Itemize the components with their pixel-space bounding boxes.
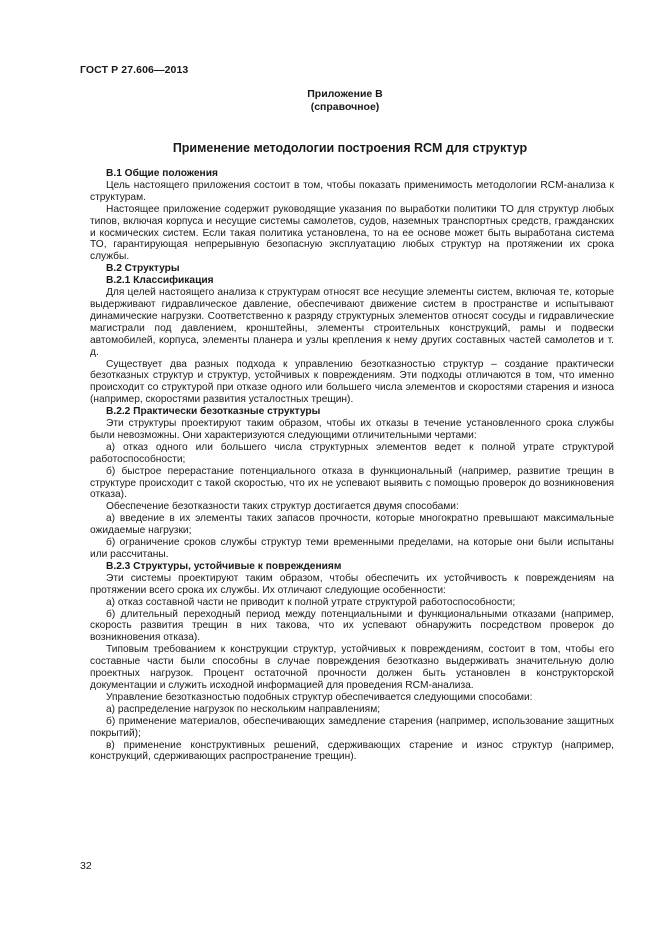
appendix-title: Приложение В xyxy=(307,88,383,100)
page-title: Применение методологии построения RCM для структур xyxy=(172,141,528,155)
paragraph: Обеспечение безотказности таких структур достигается двумя способами: xyxy=(106,501,459,513)
paragraph: а) распределение нагрузок по нескольким направлениям; xyxy=(106,703,381,715)
section-heading: В.2.1 Классификация xyxy=(106,275,214,287)
section-heading: В.2.3 Структуры, устойчивые к повреждениям xyxy=(106,560,342,572)
paragraph: а) отказ составной части не приводит к полной утрате структурой работоспособности; xyxy=(106,596,516,608)
paragraph: а) введение в их элементы таких запасов прочности, которые многократно превышают максимальные ожидаемые нагрузки; xyxy=(90,513,614,537)
section-heading: В.2 Структуры xyxy=(106,263,180,275)
paragraph: Типовым требованием к конструкции структур, устойчивых к повреждениям, состоит в том, чтобы его составные части были способны в случае повреждения безотказно выдерживать значительную долю проектных нагрузок. Процент остаточной прочности должен быть установлен в конструкторской документации и служить исходной информацией для проведения RCM-анализа. xyxy=(90,644,614,691)
page-number: 32 xyxy=(80,860,92,872)
appendix-heading xyxy=(130,88,560,114)
paragraph: Цель настоящего приложения состоит в том, чтобы показать применимость методологии RCM-анализа к структурам. xyxy=(90,179,614,203)
section-heading: В.1 Общие положения xyxy=(106,168,218,179)
appendix-type: (справочное) xyxy=(310,101,380,113)
document-code: ГОСТ Р 27.606—2013 xyxy=(80,64,189,76)
section-heading: В.2.2 Практически безотказные структуры xyxy=(106,406,321,418)
paragraph: б) быстрое перерастание потенциального отказа в функциональный (например, развитие трещин в структуре происходит с такой скоростью, что их не успевают выявить с помощью проверок до возникновения отказа). xyxy=(90,465,614,501)
paragraph: в) применение конструктивных решений, сдерживающих старение и износ структур (например, конструкций, сдерживающих распространение трещин). xyxy=(90,739,614,763)
document-body xyxy=(90,168,614,763)
paragraph: Эти структуры проектируют таким образом, чтобы их отказы в течение установленного срока службы были невозможны. Они характеризуются следующими отличительными чертами: xyxy=(90,418,614,441)
paragraph: а) отказ одного или большего числа структурных элементов ведет к полной утрате структурой работоспособности; xyxy=(90,441,614,465)
paragraph: Настоящее приложение содержит руководящие указания по выработки политики ТО для структур любых типов, включая корпуса и несущие системы самолетов, судов, наземных транспортных средств, гражданских и космических систем. Если такая политика установлена, то на ее основе может быть выработана система ТО, гарантирующая непрерывную безопасную эксплуатацию любых структур на протяжении их срока службы. xyxy=(90,203,614,263)
paragraph: Существует два разных подхода к управлению безотказностью структур – создание практически безотказных структур и структур, устойчивых к повреждениям. Эти подходы отличаются в том, что именно происходит со структурой при отказе одного или большего числа элементов и скоростями старения и износа (например, скоростями развития усталостных трещин). xyxy=(90,358,614,406)
paragraph: Управление безотказностью подобных структур обеспечивается следующими способами: xyxy=(106,691,533,703)
paragraph: б) ограничение сроков службы структур теми временными пределами, на которые они были испытаны или рассчитаны. xyxy=(90,537,614,560)
paragraph: Для целей настоящего анализа к структурам относят все несущие элементы систем, включая те, которые выдерживают гидравлическое давление, обеспечивают движение систем в пространстве и испытывают динамические нагрузки. Соответственно к разряду структурных элементов относят сосуды и гидравлические магистрали под давлением, кронштейны, элементы строительных конструкций, рамы и подвески автомобилей, корпуса, элементы планера и узлы крепления к нему других составных частей самолетов и т. д. xyxy=(90,287,614,358)
paragraph: б) длительный переходный период между потенциальными и функциональными отказами (например, скорость развития трещин в них такова, что их успевают обнаружить посредством проверок до возникновения отказа). xyxy=(90,608,614,644)
paragraph: б) применение материалов, обеспечивающих замедление старения (например, использование защитных покрытий); xyxy=(90,715,614,739)
paragraph: Эти системы проектируют таким образом, чтобы обеспечить их устойчивость к повреждениям на протяжении всего срока их службы. Их отличают следующие особенности: xyxy=(90,572,614,596)
